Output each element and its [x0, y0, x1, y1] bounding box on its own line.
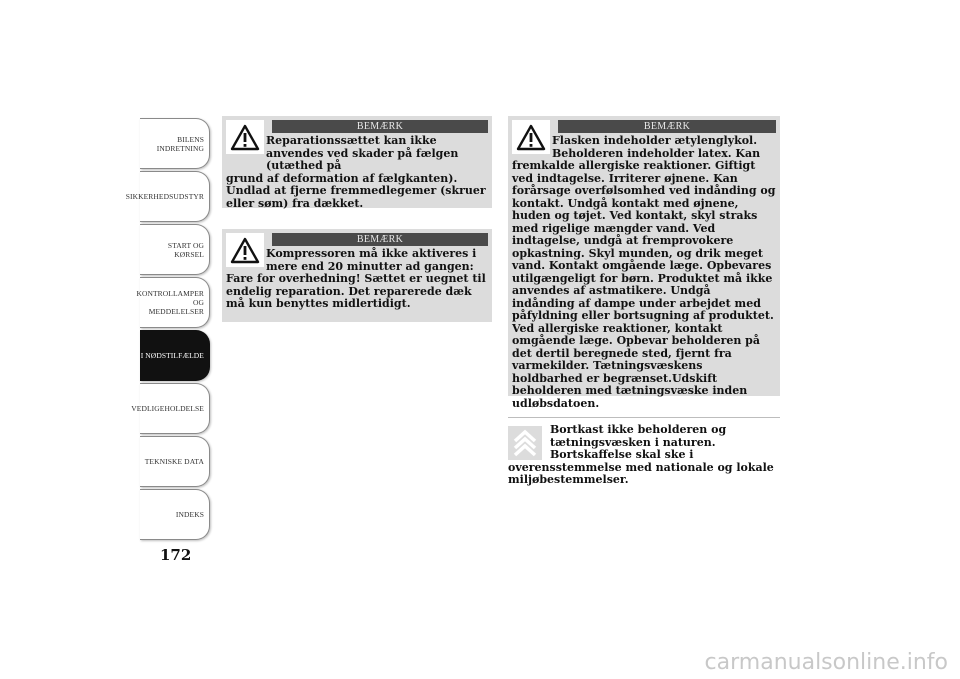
note-text-rest: fremkalde allergiske reaktioner. Giftigt ved indtagelse. Irriterer øjnene. Kan forårsage overfølsomhed ved indånding og kontakt. Undgå kontakt med øjnene, huden og tøjet. Ved kontakt, skyl straks med rigelige mængder vand. Ved indtagelse, undgå at fremprovokere opkastning. Skyl munden, og drik meget vand. Kontakt omgående læge. Opbevares utilgængeligt for børn. Produktet må ikke anvendes af astmatikere. Undgå indånding af dampe under arbejdet med påfyldning eller bortsugning af produktet. Ved allergiske reaktioner, kontakt omgående læge. Opbevar beholderen på det dertil beregnede sted, fjernt fra varmekilder. Tætningsvæskens holdbarhed er begrænset.Udskift beholderen med tætningsvæske inden udløbsdatoen. — [512, 159, 776, 410]
tab-label: SIKKERHEDSUDSTYR — [125, 192, 204, 201]
environment-text — [508, 424, 780, 487]
warning-triangle-icon — [512, 120, 550, 154]
note-box-sealant-hazard — [508, 116, 780, 410]
tab-bilens-indretning[interactable] — [140, 118, 210, 169]
warning-triangle-icon — [226, 233, 264, 267]
tab-label: KONTROLLAMPER OG MEDDELELSER — [136, 289, 204, 316]
tab-label: I NØDSTILFÆLDE — [140, 351, 204, 360]
page-number: 172 — [160, 546, 192, 564]
tab-label: TEKNISKE DATA — [144, 457, 204, 466]
note-header: BEMÆRK — [272, 120, 488, 133]
note-text — [226, 248, 488, 311]
note-header: BEMÆRK — [272, 233, 488, 246]
chapter-tabs — [125, 118, 212, 546]
note-header: BEMÆRK — [558, 120, 776, 133]
note-text-first: Flasken indeholder ætylenglykol. Beholderen indeholder latex. Kan — [552, 134, 761, 160]
tab-i-nodstilfaelde[interactable] — [140, 330, 210, 381]
environment-text-rest: overensstemmelse med nationale og lokale miljøbestemmelser. — [508, 460, 774, 486]
environment-text-first: Bortkast ikke beholderen og tætningsvæsken i naturen. Bortskaffelse skal ske i — [550, 423, 727, 461]
tab-label: VEDLIGEHOLDELSE — [131, 404, 204, 413]
tab-label: INDEKS — [175, 510, 204, 519]
watermark: carmanualsonline.info — [704, 650, 948, 675]
tab-kontrollamper[interactable] — [136, 277, 210, 328]
note-text — [512, 135, 776, 410]
note-text-first: Reparationssættet kan ikke anvendes ved skader på fælgen (utæthed på — [266, 134, 459, 172]
tab-sikkerhedsudstyr[interactable] — [125, 171, 210, 222]
note-text — [226, 135, 488, 210]
tab-start-og-korsel[interactable] — [140, 224, 210, 275]
tab-indeks[interactable] — [140, 489, 210, 540]
note-text-rest: Fare for overhedning! Sættet er uegnet til endelig reparation. Det reparerede dæk må kun benyttes midlertidigt. — [226, 272, 486, 310]
tab-vedligeholdelse[interactable] — [131, 383, 210, 434]
note-text-first: Kompressoren må ikke aktiveres i mere end 20 minutter ad gangen: — [266, 247, 477, 273]
tab-label: BILENS INDRETNING — [156, 134, 204, 153]
note-box-compressor — [222, 229, 492, 322]
environment-note — [508, 417, 780, 487]
note-box-rim-damage — [222, 116, 492, 208]
tab-tekniske-data[interactable] — [140, 436, 210, 487]
tab-label: START OG KØRSEL — [167, 240, 204, 259]
warning-triangle-icon — [226, 120, 264, 154]
note-text-rest: grund af deformation af fælgkanten). Undlad at fjerne fremmedlegemer (skruer eller søm) fra dækket. — [226, 171, 486, 210]
recycle-chevron-icon — [508, 426, 542, 460]
